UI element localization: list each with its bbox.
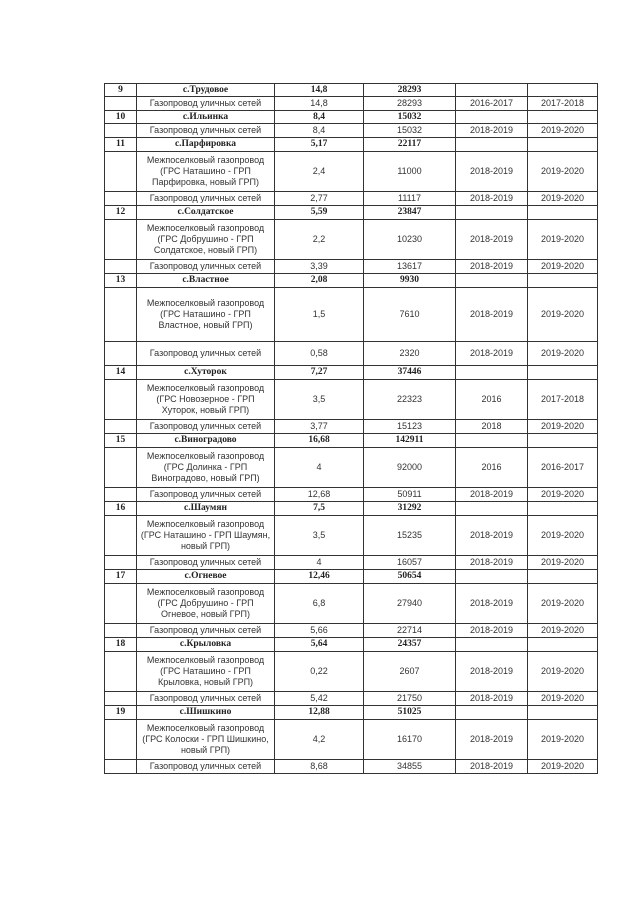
work-item-row — [105, 220, 598, 260]
design-years-cell — [456, 138, 528, 152]
village-row — [105, 366, 598, 380]
design-years-cell: 2016-2017 — [456, 97, 528, 111]
construction-years-cell: 2019-2020 — [528, 516, 598, 556]
construction-years-cell: 2019-2020 — [528, 556, 598, 570]
work-description-cell: Межпоселковый газопровод (ГРС Новозерное - ГРП Хуторок, новый ГРП) — [137, 380, 275, 420]
cost-cell: 28293 — [364, 84, 456, 97]
row-number-cell — [105, 652, 137, 692]
village-row — [105, 706, 598, 720]
work-description-cell: Межпоселковый газопровод (ГРС Наташино - ГРП Властное, новый ГРП) — [137, 288, 275, 342]
design-years-cell — [456, 206, 528, 220]
row-number-cell — [105, 420, 137, 434]
cost-cell: 9930 — [364, 274, 456, 288]
length-cell: 5,59 — [275, 206, 364, 220]
row-number-cell — [105, 124, 137, 138]
cost-cell: 2607 — [364, 652, 456, 692]
row-number-cell — [105, 692, 137, 706]
length-cell: 5,17 — [275, 138, 364, 152]
cost-cell: 28293 — [364, 97, 456, 111]
work-description-cell: Межпоселковый газопровод (ГРС Долинка - ГРП Виноградово, новый ГРП) — [137, 448, 275, 488]
row-number-cell: 14 — [105, 366, 137, 380]
design-years-cell — [456, 638, 528, 652]
cost-cell: 15032 — [364, 111, 456, 124]
village-name-cell: с.Хуторок — [137, 366, 275, 380]
cost-cell: 16057 — [364, 556, 456, 570]
cost-cell: 2320 — [364, 342, 456, 366]
row-number-cell: 19 — [105, 706, 137, 720]
cost-cell: 37446 — [364, 366, 456, 380]
row-number-cell — [105, 192, 137, 206]
length-cell: 2,4 — [275, 152, 364, 192]
design-years-cell — [456, 84, 528, 97]
row-number-cell — [105, 380, 137, 420]
length-cell: 3,39 — [275, 260, 364, 274]
length-cell: 12,68 — [275, 488, 364, 502]
cost-cell: 15235 — [364, 516, 456, 556]
work-description-cell: Газопровод уличных сетей — [137, 556, 275, 570]
row-number-cell — [105, 342, 137, 366]
village-name-cell: с.Солдатское — [137, 206, 275, 220]
construction-years-cell: 2019-2020 — [528, 652, 598, 692]
length-cell: 12,88 — [275, 706, 364, 720]
gas-pipeline-table — [104, 83, 598, 774]
length-cell: 14,8 — [275, 84, 364, 97]
design-years-cell: 2018-2019 — [456, 152, 528, 192]
length-cell: 1,5 — [275, 288, 364, 342]
work-description-cell: Газопровод уличных сетей — [137, 97, 275, 111]
cost-cell: 10230 — [364, 220, 456, 260]
village-name-cell: с.Парфировка — [137, 138, 275, 152]
row-number-cell — [105, 488, 137, 502]
design-years-cell — [456, 366, 528, 380]
design-years-cell: 2016 — [456, 380, 528, 420]
construction-years-cell — [528, 366, 598, 380]
village-name-cell: с.Крыловка — [137, 638, 275, 652]
construction-years-cell: 2019-2020 — [528, 288, 598, 342]
cost-cell: 16170 — [364, 720, 456, 760]
work-item-row — [105, 584, 598, 624]
row-number-cell: 9 — [105, 84, 137, 97]
length-cell: 4 — [275, 556, 364, 570]
cost-cell: 51025 — [364, 706, 456, 720]
work-item-row — [105, 380, 598, 420]
design-years-cell — [456, 706, 528, 720]
village-row — [105, 502, 598, 516]
length-cell: 0,58 — [275, 342, 364, 366]
village-row — [105, 84, 598, 97]
table-body — [105, 84, 598, 774]
village-row — [105, 434, 598, 448]
work-item-row — [105, 760, 598, 774]
work-description-cell: Межпоселковый газопровод (ГРС Колоски - ГРП Шишкино, новый ГРП) — [137, 720, 275, 760]
length-cell: 3,5 — [275, 516, 364, 556]
row-number-cell — [105, 288, 137, 342]
design-years-cell — [456, 434, 528, 448]
row-number-cell: 13 — [105, 274, 137, 288]
construction-years-cell: 2019-2020 — [528, 420, 598, 434]
row-number-cell — [105, 152, 137, 192]
row-number-cell: 15 — [105, 434, 137, 448]
construction-years-cell: 2019-2020 — [528, 220, 598, 260]
row-number-cell: 17 — [105, 570, 137, 584]
village-name-cell: с.Ильинка — [137, 111, 275, 124]
village-row — [105, 138, 598, 152]
work-item-row — [105, 420, 598, 434]
work-item-row — [105, 488, 598, 502]
design-years-cell: 2018 — [456, 420, 528, 434]
row-number-cell: 12 — [105, 206, 137, 220]
construction-years-cell: 2019-2020 — [528, 152, 598, 192]
length-cell: 4 — [275, 448, 364, 488]
row-number-cell — [105, 720, 137, 760]
work-description-cell: Межпоселковый газопровод (ГРС Добрушино - ГРП Огневое, новый ГРП) — [137, 584, 275, 624]
village-row — [105, 638, 598, 652]
length-cell: 4,2 — [275, 720, 364, 760]
village-row — [105, 206, 598, 220]
cost-cell: 34855 — [364, 760, 456, 774]
work-item-row — [105, 124, 598, 138]
design-years-cell — [456, 111, 528, 124]
cost-cell: 50911 — [364, 488, 456, 502]
cost-cell: 13617 — [364, 260, 456, 274]
construction-years-cell — [528, 138, 598, 152]
length-cell: 6,8 — [275, 584, 364, 624]
work-description-cell: Межпоселковый газопровод (ГРС Наташино - ГРП Крыловка, новый ГРП) — [137, 652, 275, 692]
work-item-row — [105, 692, 598, 706]
work-description-cell: Газопровод уличных сетей — [137, 342, 275, 366]
construction-years-cell: 2019-2020 — [528, 720, 598, 760]
length-cell: 2,77 — [275, 192, 364, 206]
row-number-cell — [105, 260, 137, 274]
construction-years-cell — [528, 638, 598, 652]
length-cell: 14,8 — [275, 97, 364, 111]
cost-cell: 27940 — [364, 584, 456, 624]
construction-years-cell: 2017-2018 — [528, 97, 598, 111]
construction-years-cell — [528, 111, 598, 124]
design-years-cell: 2018-2019 — [456, 652, 528, 692]
village-row — [105, 274, 598, 288]
cost-cell: 31292 — [364, 502, 456, 516]
construction-years-cell — [528, 84, 598, 97]
cost-cell: 15032 — [364, 124, 456, 138]
cost-cell: 24357 — [364, 638, 456, 652]
row-number-cell — [105, 760, 137, 774]
construction-years-cell — [528, 206, 598, 220]
construction-years-cell: 2019-2020 — [528, 260, 598, 274]
cost-cell: 22117 — [364, 138, 456, 152]
length-cell: 7,27 — [275, 366, 364, 380]
length-cell: 16,68 — [275, 434, 364, 448]
design-years-cell: 2018-2019 — [456, 720, 528, 760]
work-description-cell: Газопровод уличных сетей — [137, 692, 275, 706]
cost-cell: 11000 — [364, 152, 456, 192]
design-years-cell: 2018-2019 — [456, 760, 528, 774]
village-row — [105, 570, 598, 584]
village-name-cell: с.Огневое — [137, 570, 275, 584]
work-item-row — [105, 556, 598, 570]
length-cell: 7,5 — [275, 502, 364, 516]
row-number-cell: 10 — [105, 111, 137, 124]
design-years-cell: 2018-2019 — [456, 288, 528, 342]
work-description-cell: Газопровод уличных сетей — [137, 420, 275, 434]
village-row — [105, 111, 598, 124]
village-name-cell: с.Виноградово — [137, 434, 275, 448]
work-description-cell: Газопровод уличных сетей — [137, 760, 275, 774]
design-years-cell: 2018-2019 — [456, 192, 528, 206]
row-number-cell — [105, 516, 137, 556]
work-item-row — [105, 342, 598, 366]
village-name-cell: с.Шаумян — [137, 502, 275, 516]
cost-cell: 92000 — [364, 448, 456, 488]
cost-cell: 11117 — [364, 192, 456, 206]
construction-years-cell: 2019-2020 — [528, 342, 598, 366]
row-number-cell: 16 — [105, 502, 137, 516]
cost-cell: 22714 — [364, 624, 456, 638]
design-years-cell: 2018-2019 — [456, 342, 528, 366]
construction-years-cell: 2019-2020 — [528, 488, 598, 502]
work-description-cell: Межпоселковый газопровод (ГРС Наташино - ГРП Шаумян, новый ГРП) — [137, 516, 275, 556]
cost-cell: 7610 — [364, 288, 456, 342]
document-page — [104, 83, 597, 774]
work-item-row — [105, 288, 598, 342]
row-number-cell: 11 — [105, 138, 137, 152]
construction-years-cell: 2019-2020 — [528, 760, 598, 774]
construction-years-cell — [528, 706, 598, 720]
cost-cell: 22323 — [364, 380, 456, 420]
cost-cell: 21750 — [364, 692, 456, 706]
length-cell: 5,42 — [275, 692, 364, 706]
work-item-row — [105, 448, 598, 488]
construction-years-cell: 2019-2020 — [528, 692, 598, 706]
length-cell: 12,46 — [275, 570, 364, 584]
length-cell: 8,68 — [275, 760, 364, 774]
length-cell: 2,2 — [275, 220, 364, 260]
cost-cell: 23847 — [364, 206, 456, 220]
design-years-cell: 2018-2019 — [456, 584, 528, 624]
length-cell: 8,4 — [275, 111, 364, 124]
row-number-cell — [105, 584, 137, 624]
length-cell: 3,77 — [275, 420, 364, 434]
work-description-cell: Межпоселковый газопровод (ГРС Добрушино - ГРП Солдатское, новый ГРП) — [137, 220, 275, 260]
design-years-cell: 2018-2019 — [456, 260, 528, 274]
length-cell: 5,66 — [275, 624, 364, 638]
length-cell: 2,08 — [275, 274, 364, 288]
design-years-cell: 2018-2019 — [456, 220, 528, 260]
work-description-cell: Газопровод уличных сетей — [137, 260, 275, 274]
construction-years-cell — [528, 434, 598, 448]
row-number-cell — [105, 220, 137, 260]
length-cell: 0,22 — [275, 652, 364, 692]
design-years-cell: 2016 — [456, 448, 528, 488]
design-years-cell: 2018-2019 — [456, 692, 528, 706]
work-item-row — [105, 152, 598, 192]
work-description-cell: Газопровод уличных сетей — [137, 624, 275, 638]
construction-years-cell — [528, 274, 598, 288]
work-description-cell: Газопровод уличных сетей — [137, 192, 275, 206]
cost-cell: 50654 — [364, 570, 456, 584]
row-number-cell: 18 — [105, 638, 137, 652]
row-number-cell — [105, 448, 137, 488]
construction-years-cell: 2017-2018 — [528, 380, 598, 420]
work-item-row — [105, 516, 598, 556]
row-number-cell — [105, 624, 137, 638]
row-number-cell — [105, 97, 137, 111]
work-item-row — [105, 720, 598, 760]
design-years-cell — [456, 274, 528, 288]
construction-years-cell — [528, 570, 598, 584]
construction-years-cell: 2019-2020 — [528, 584, 598, 624]
length-cell: 3,5 — [275, 380, 364, 420]
work-item-row — [105, 652, 598, 692]
design-years-cell: 2018-2019 — [456, 516, 528, 556]
length-cell: 8,4 — [275, 124, 364, 138]
row-number-cell — [105, 556, 137, 570]
design-years-cell — [456, 502, 528, 516]
village-name-cell: с.Шишкино — [137, 706, 275, 720]
work-item-row — [105, 260, 598, 274]
work-description-cell: Газопровод уличных сетей — [137, 488, 275, 502]
construction-years-cell: 2019-2020 — [528, 624, 598, 638]
work-item-row — [105, 624, 598, 638]
construction-years-cell: 2019-2020 — [528, 124, 598, 138]
cost-cell: 142911 — [364, 434, 456, 448]
work-description-cell: Межпоселковый газопровод (ГРС Наташино - ГРП Парфировка, новый ГРП) — [137, 152, 275, 192]
length-cell: 5,64 — [275, 638, 364, 652]
design-years-cell: 2018-2019 — [456, 624, 528, 638]
design-years-cell: 2018-2019 — [456, 124, 528, 138]
construction-years-cell: 2019-2020 — [528, 192, 598, 206]
construction-years-cell: 2016-2017 — [528, 448, 598, 488]
village-name-cell: с.Властное — [137, 274, 275, 288]
design-years-cell: 2018-2019 — [456, 556, 528, 570]
work-description-cell: Газопровод уличных сетей — [137, 124, 275, 138]
construction-years-cell — [528, 502, 598, 516]
design-years-cell — [456, 570, 528, 584]
cost-cell: 15123 — [364, 420, 456, 434]
village-name-cell: с.Трудовое — [137, 84, 275, 97]
design-years-cell: 2018-2019 — [456, 488, 528, 502]
work-item-row — [105, 97, 598, 111]
work-item-row — [105, 192, 598, 206]
